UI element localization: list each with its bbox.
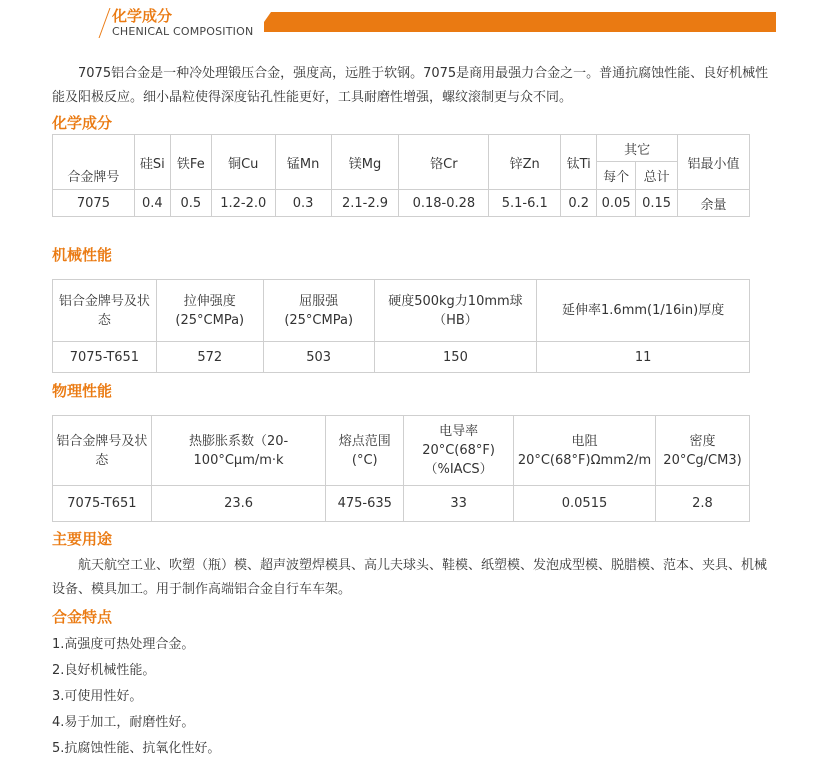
- chem-element-header: 铬Cr: [399, 135, 489, 190]
- chem-element-header: 铜Cu: [211, 135, 275, 190]
- mech-header-cell: 屈服强 (25°CMPa): [263, 280, 374, 342]
- feature-item: 4.易于加工，耐磨性好。: [52, 715, 195, 730]
- phys-header-cell: 熔点范围 (°C): [326, 416, 404, 486]
- phys-title: 物理性能: [52, 382, 113, 400]
- uses-title: 主要用途: [52, 530, 113, 548]
- phys-header-cell: 电阻 20°C(68°F)Ωmm2/m: [514, 416, 656, 486]
- phys-data-cell: 7075-T651: [53, 486, 152, 522]
- feature-item: 3.可使用性好。: [52, 689, 143, 704]
- phys-header-cell: 电导率 20°C(68°F) （%IACS）: [404, 416, 514, 486]
- mech-data-cell: 503: [263, 342, 374, 373]
- intro-paragraph: 7075铝合金是一种冷处理锻压合金，强度高，远胜于软钢。7075是商用最强力合金之一。普通抗腐蚀性能、良好机械性能及阳极反应。细小晶粒使得深度钻孔性能更好，工具耐磨性增强，螺纹滚制更与众不同。: [52, 66, 769, 105]
- chem-grade-header: 合金牌号: [53, 135, 135, 190]
- phys-data-cell: 475-635: [326, 486, 404, 522]
- mech-data-cell: 7075-T651: [53, 342, 157, 373]
- chem-element-header: 镁Mg: [331, 135, 399, 190]
- banner-subtitle: CHENICAL COMPOSITION: [112, 25, 254, 38]
- mech-data-cell: 11: [537, 342, 750, 373]
- chem-value-cell: 0.3: [275, 190, 331, 217]
- chem-al-cell: 余量: [678, 190, 750, 217]
- phys-data-cell: 23.6: [151, 486, 326, 522]
- chem-total-cell: 0.15: [636, 190, 678, 217]
- chem-value-cell: 0.2: [561, 190, 597, 217]
- mech-data-cell: 150: [374, 342, 537, 373]
- chem-table: [52, 134, 750, 217]
- chem-element-header: 锰Mn: [275, 135, 331, 190]
- chem-value-cell: 0.5: [170, 190, 211, 217]
- phys-header-cell: 热膨胀系数（20- 100°Cμm/m·k: [151, 416, 326, 486]
- mech-title: 机械性能: [52, 246, 113, 264]
- mech-data-cell: 572: [156, 342, 263, 373]
- chem-al-header: 铝最小值: [678, 135, 750, 190]
- feature-item: 2.良好机械性能。: [52, 663, 156, 678]
- chem-value-cell: 0.4: [134, 190, 170, 217]
- chem-element-header: 锌Zn: [489, 135, 561, 190]
- mech-header-cell: 硬度500kg力10mm球 （HB）: [374, 280, 537, 342]
- chem-other-header: 其它: [597, 135, 678, 162]
- chem-element-header: 钛Ti: [561, 135, 597, 190]
- chem-element-header: 硅Si: [134, 135, 170, 190]
- chem-value-cell: 1.2-2.0: [211, 190, 275, 217]
- chem-value-cell: 0.18-0.28: [399, 190, 489, 217]
- mech-header-cell: 拉伸强度 (25°CMPa): [156, 280, 263, 342]
- phys-header-cell: 密度 20°Cg/CM3): [655, 416, 749, 486]
- chem-value-cell: 5.1-6.1: [489, 190, 561, 217]
- mech-header-cell: 延伸率1.6mm(1/16in)厚度: [537, 280, 750, 342]
- phys-header-cell: 铝合金牌号及状态: [53, 416, 152, 486]
- chem-other-total-header: 总计: [636, 162, 678, 190]
- phys-data-cell: 0.0515: [514, 486, 656, 522]
- chem-other-each-header: 每个: [597, 162, 636, 190]
- feature-item: 5.抗腐蚀性能、抗氧化性好。: [52, 741, 221, 756]
- mech-table: [52, 279, 750, 373]
- chem-element-header: 铁Fe: [170, 135, 211, 190]
- banner-title: 化学成分: [112, 7, 173, 25]
- chem-title: 化学成分: [52, 114, 113, 132]
- chem-value-cell: 2.1-2.9: [331, 190, 399, 217]
- features-title: 合金特点: [52, 608, 113, 626]
- phys-data-cell: 33: [404, 486, 514, 522]
- chem-each-cell: 0.05: [597, 190, 636, 217]
- section-banner: [52, 0, 776, 40]
- feature-item: 1.高强度可热处理合金。: [52, 637, 195, 652]
- chem-grade-cell: 7075: [53, 190, 135, 217]
- mech-header-cell: 铝合金牌号及状态: [53, 280, 157, 342]
- uses-paragraph: 航天航空工业、吹塑（瓶）模、超声波塑焊模具、高儿夫球头、鞋模、纸塑模、发泡成型模、脱腊模、范本、夹具、机械设备、模具加工。用于制作高端铝合金自行车车架。: [52, 558, 768, 597]
- phys-data-cell: 2.8: [655, 486, 749, 522]
- phys-table: [52, 415, 750, 522]
- banner-slant: [257, 12, 271, 32]
